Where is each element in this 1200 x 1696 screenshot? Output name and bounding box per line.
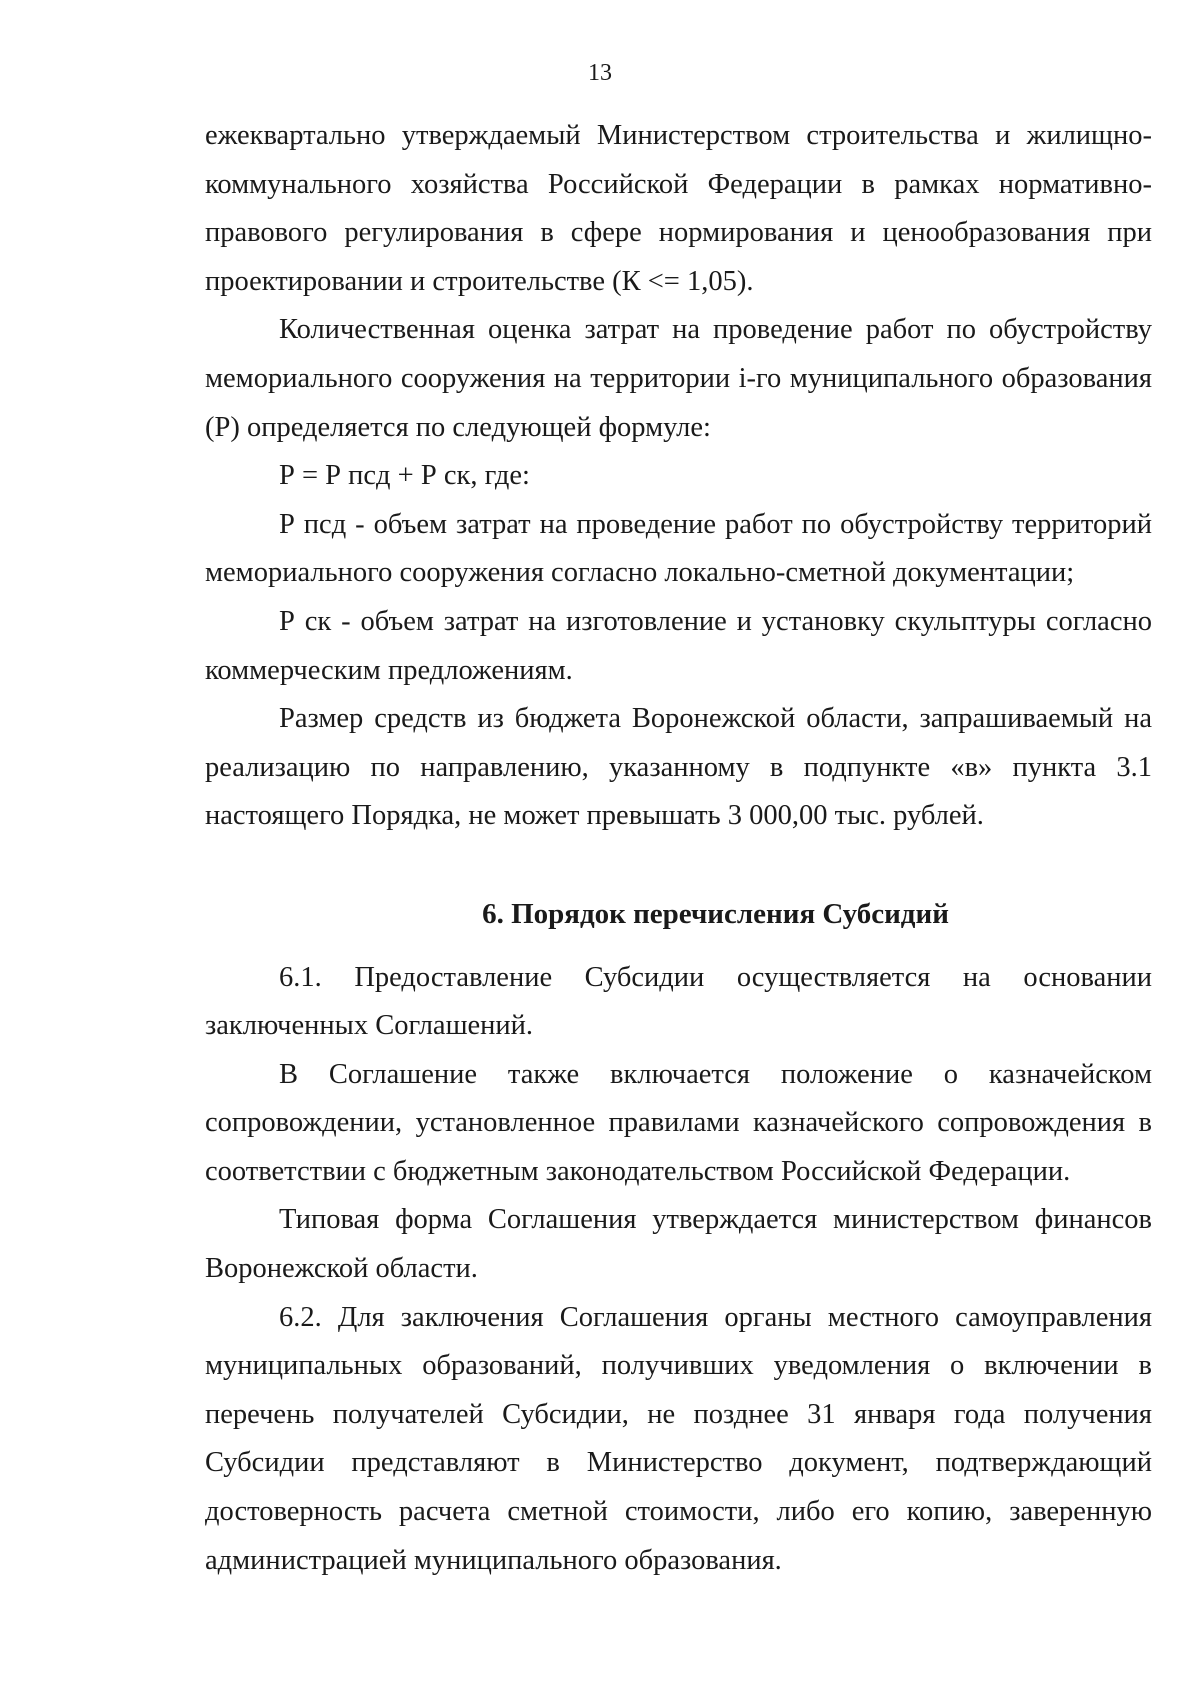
paragraph-6-1: 6.1. Предоставление Субсидии осуществляется на основании заключенных Соглашений. [205,961,1152,1042]
paragraph-budget-limit: Размер средств из бюджета Воронежской области, запрашиваемый на реализацию по направлению, указанному в подпункте «в» пункта 3.1 настоящего Порядка, не может превышать 3 000,00 тыс. рублей. [205,703,1152,832]
paragraph-p-sk: Р ск - объем затрат на изготовление и установку скульптуры согласно коммерческим предложениям. [205,605,1152,686]
page-number: 13 [588,60,612,86]
paragraph-treasury-support: В Соглашение также включается положение о казначейском сопровождении, установленное правилами казначейского сопровождения в соответствии с бюджетным законодательством Российской Федерации. [205,1058,1152,1187]
formula-line: Р = Р псд + Р ск, где: [279,460,530,492]
paragraph-cost-estimate: Количественная оценка затрат на проведение работ по обустройству мемориального сооружения на территории i-го муниципального образования (Р) определяется по следующей формуле: [205,314,1152,443]
document-body [205,112,1152,1585]
paragraph-p-psd: Р псд - объем затрат на проведение работ по обустройству территорий мемориального сооружения согласно локально-сметной документации; [205,508,1152,589]
paragraph-standard-form: Типовая форма Соглашения утверждается министерством финансов Воронежской области. [205,1204,1152,1285]
section-heading: 6. Порядок перечисления Субсидий [482,897,949,930]
paragraph-continuation: ежеквартально утверждаемый Министерством строительства и жилищно-коммунального хозяйства Российской Федерации в рамках нормативно-правового регулирования в сфере нормирования и ценообразования при проектировании и строительстве (К <= 1,05). [205,120,1152,297]
paragraph-6-2: 6.2. Для заключения Соглашения органы местного самоуправления муниципальных образований, получивших уведомления о включении в перечень получателей Субсидии, не позднее 31 января года получения Субсидии представляют в Министерство документ, подтверждающий достоверность расчета сметной стоимости, либо его копию, заверенную администрацией муниципального образования. [205,1301,1152,1576]
